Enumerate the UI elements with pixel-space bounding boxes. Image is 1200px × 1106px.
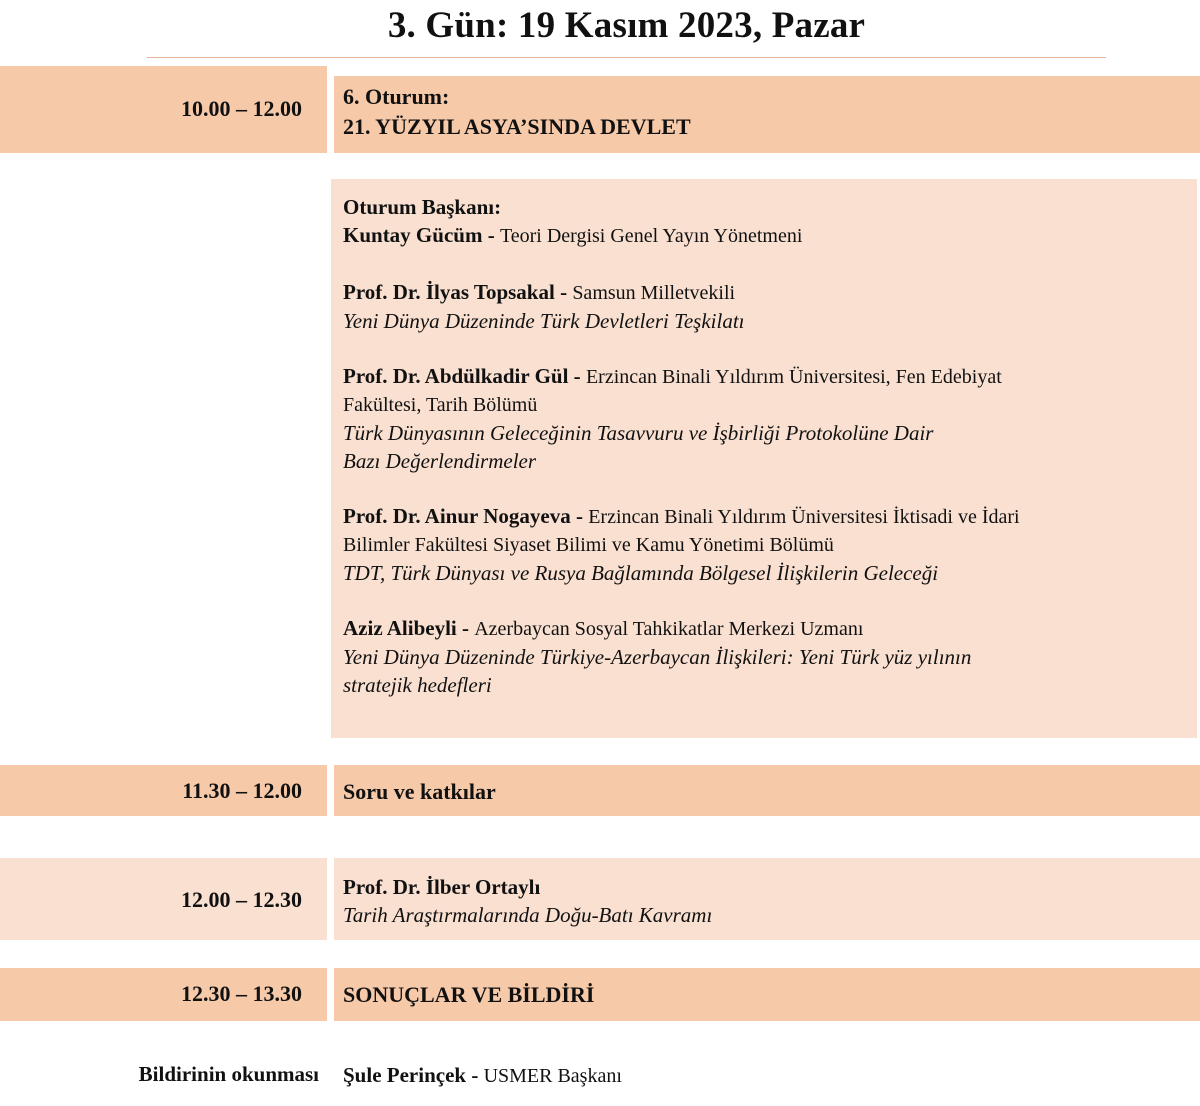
speaker-topic: TDT, Türk Dünyası ve Rusya Bağlamında Bölgesel İlişkilerin Geleceği	[343, 561, 939, 585]
speaker-topic: Yeni Dünya Düzeninde Türk Devletleri Teşkilatı	[343, 309, 745, 333]
speaker-topic: Yeni Dünya Düzeninde Türkiye-Azerbaycan İlişkileri: Yeni Türk yüz yılının	[343, 645, 972, 669]
qa-time: 11.30 – 12.00	[182, 778, 302, 803]
speaker-affiliation-cont: Fakültesi, Tarih Bölümü	[343, 394, 538, 416]
chair-entry	[343, 221, 802, 250]
lecture-topic: Tarih Araştırmalarında Doğu-Batı Kavramı	[343, 903, 713, 927]
conclusion-time: 12.30 – 13.30	[181, 981, 302, 1006]
lecture-speaker: Prof. Dr. İlber Ortaylı	[343, 875, 541, 899]
session6-title: 21. YÜZYIL ASYA’SINDA DEVLET	[343, 114, 691, 139]
speaker-name: Aziz Alibeyli -	[343, 616, 469, 640]
speaker-entry	[343, 278, 745, 335]
speaker-name: Prof. Dr. İlyas Topsakal -	[343, 280, 568, 304]
speaker-name: Prof. Dr. Ainur Nogayeva -	[343, 504, 583, 528]
speaker-affiliation: Erzincan Binali Yıldırım Üniversitesi, Fen Edebiyat	[585, 366, 1002, 388]
session6-header	[343, 82, 691, 142]
lecture-time: 12.00 – 12.30	[181, 887, 302, 912]
page-title: 3. Gün: 19 Kasım 2023, Pazar	[387, 5, 866, 46]
speaker-affiliation: Erzincan Binali Yıldırım Üniversitesi İktisadi ve İdari	[588, 506, 1020, 528]
reading-label: Bildirinin okunması	[138, 1062, 319, 1086]
speaker-topic: Bazı Değerlendirmeler	[343, 449, 537, 473]
panel-content	[343, 193, 802, 250]
session6-label: 6. Oturum:	[343, 84, 450, 109]
lecture-content	[343, 873, 712, 929]
speaker-affiliation: Azerbaycan Sosyal Tahkikatlar Merkezi Uzmanı	[474, 618, 864, 640]
session6-time: 10.00 – 12.00	[181, 96, 302, 121]
speaker-affiliation: Samsun Milletvekili	[572, 282, 736, 304]
speaker-topic: Türk Dünyasının Geleceğinin Tasavvuru ve İşbirliği Protokolüne Dair	[343, 421, 934, 445]
speaker-topic: stratejik hedefleri	[343, 673, 492, 697]
speaker-name: Prof. Dr. Abdülkadir Gül -	[343, 364, 581, 388]
chair-label: Oturum Başkanı:	[343, 195, 502, 219]
speaker-affiliation-cont: Bilimler Fakültesi Siyaset Bilimi ve Kamu Yönetimi Bölümü	[343, 534, 834, 556]
chair-role: Teori Dergisi Genel Yayın Yönetmeni	[499, 225, 803, 247]
reading-role: USMER Başkanı	[483, 1065, 622, 1087]
qa-title: Soru ve katkılar	[343, 779, 496, 804]
speaker-entry	[343, 362, 1002, 475]
title-divider	[147, 57, 1106, 58]
chair-name: Kuntay Gücüm -	[343, 223, 495, 247]
reading-name: Şule Perinçek -	[343, 1063, 479, 1087]
speaker-entry	[343, 614, 971, 699]
reading-entry	[343, 1061, 622, 1090]
speaker-entry	[343, 502, 1020, 587]
conclusion-title: SONUÇLAR VE BİLDİRİ	[343, 982, 595, 1007]
